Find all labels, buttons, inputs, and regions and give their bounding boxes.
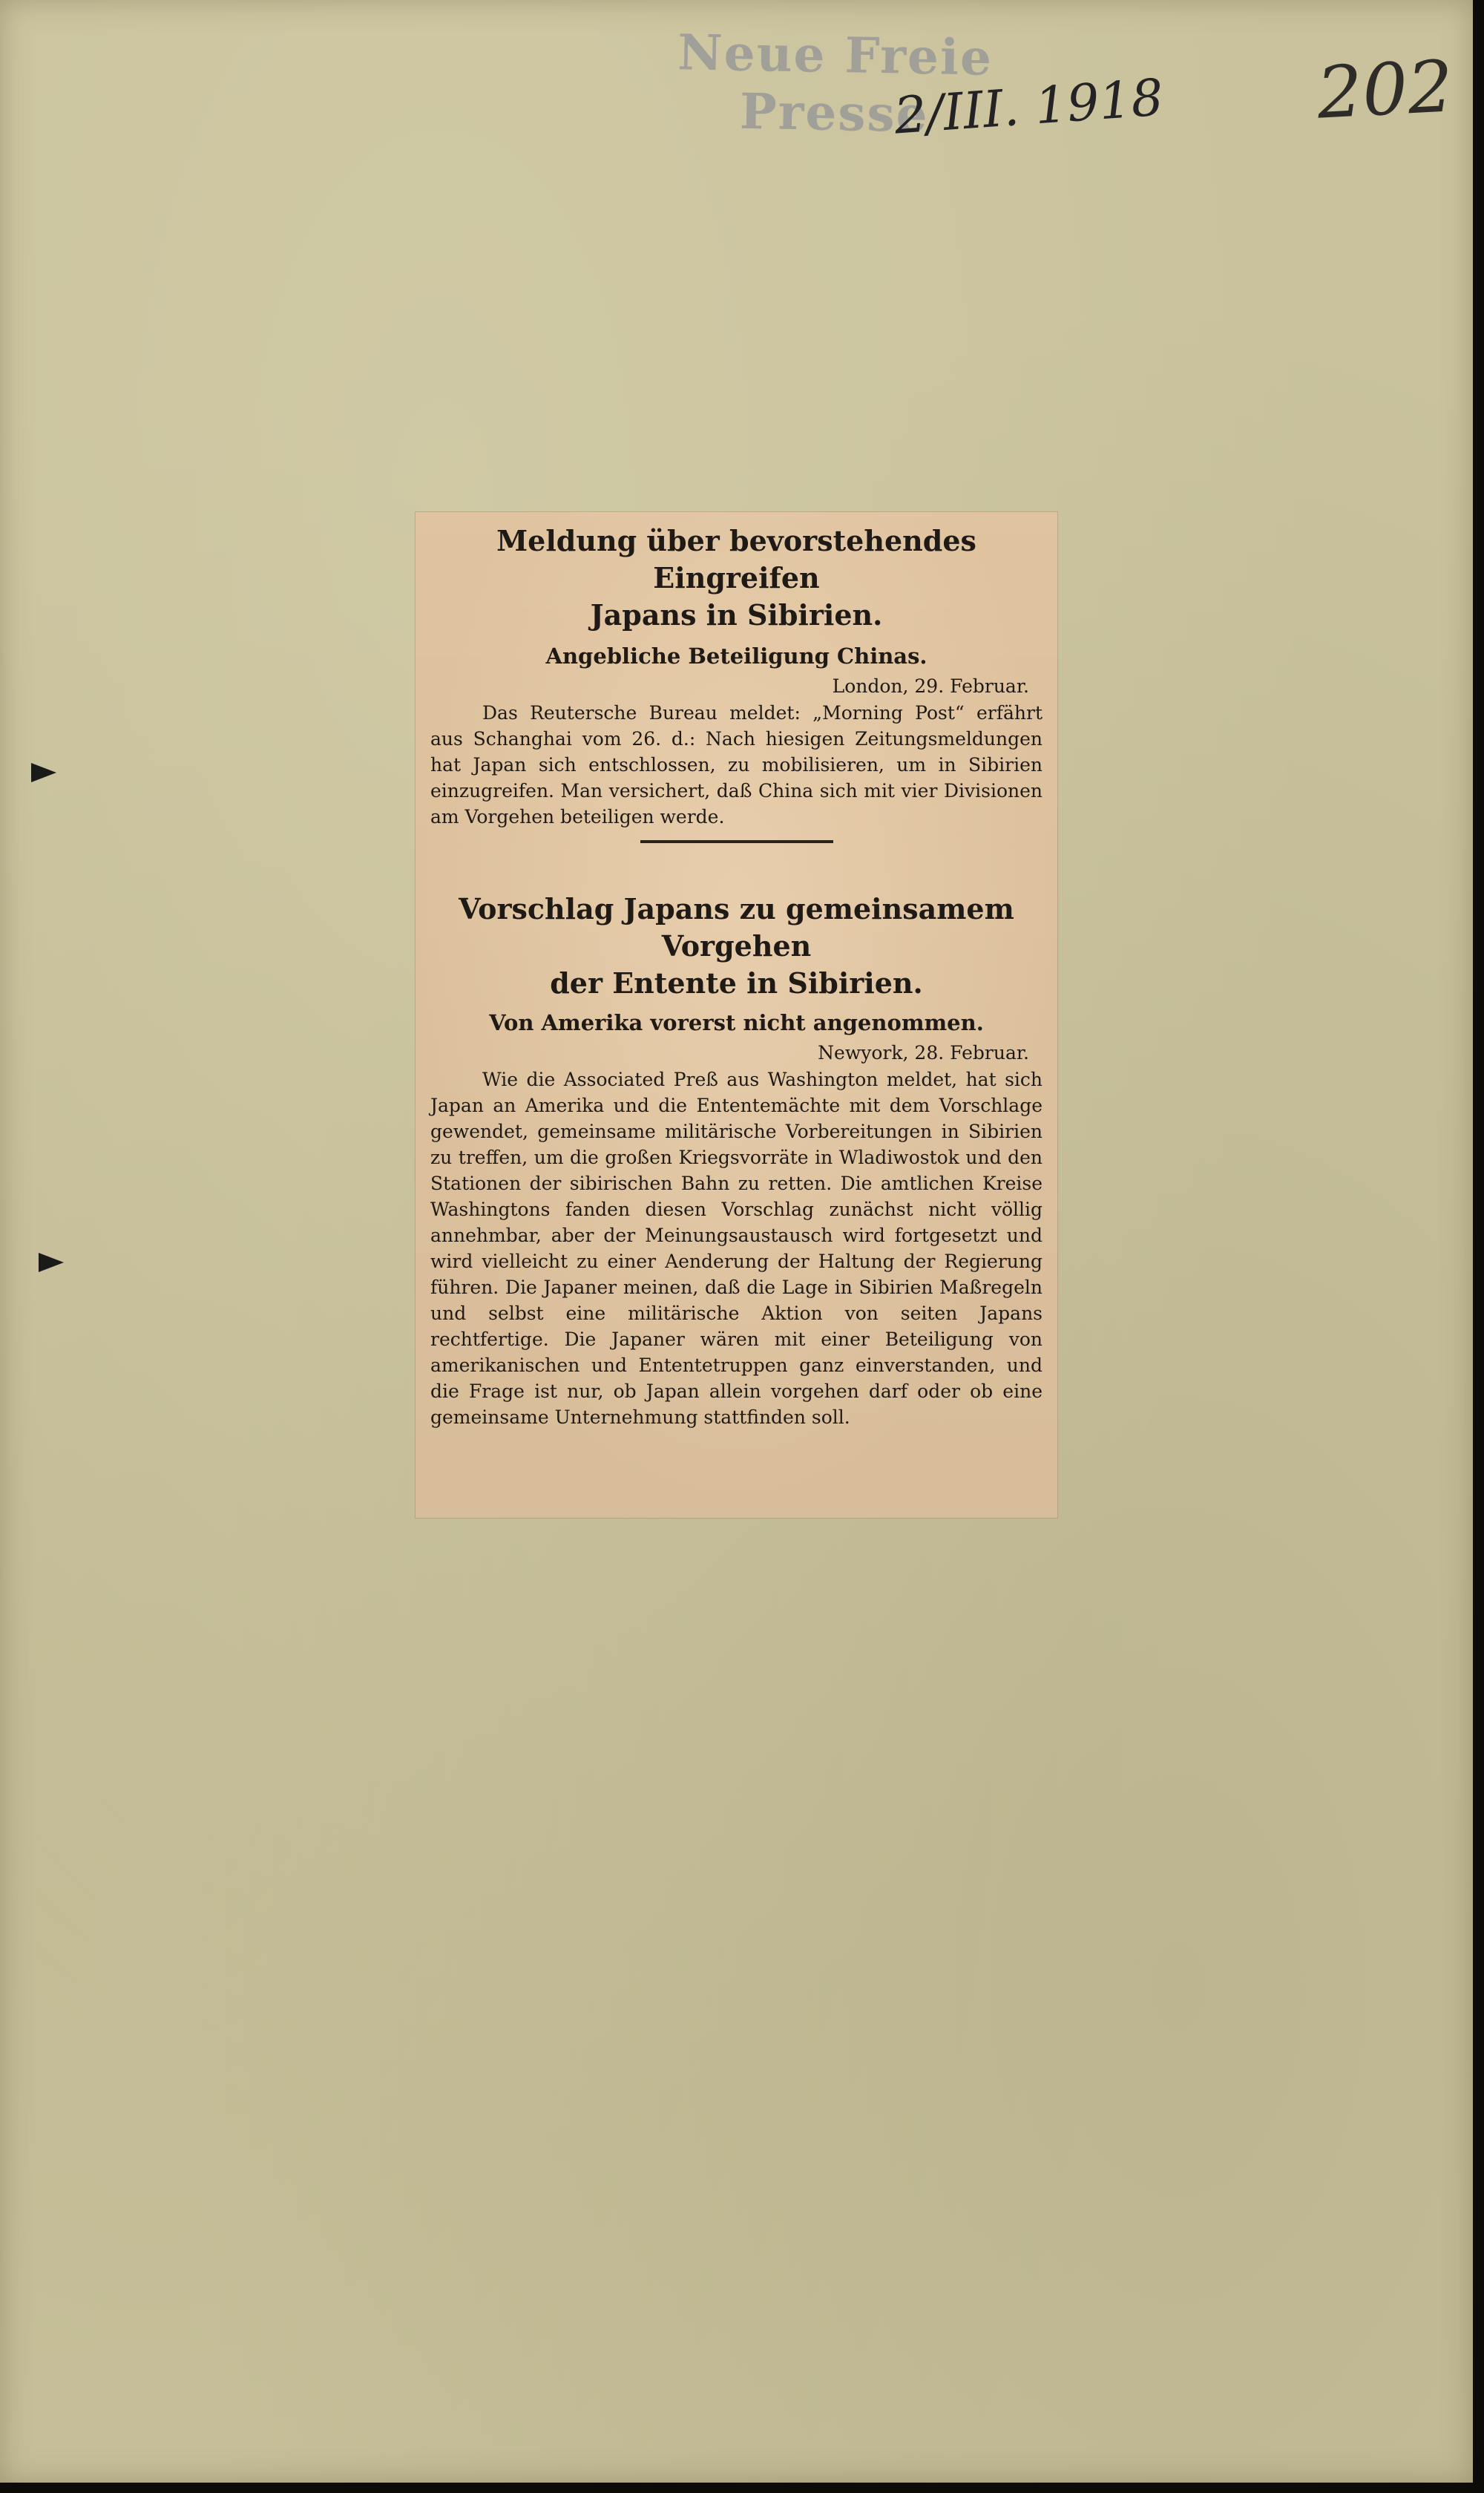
article1-subheadline: Angebliche Beteiligung Chinas.	[545, 643, 928, 669]
pin-hole-mark	[31, 763, 56, 782]
article-divider	[640, 840, 833, 843]
newspaper-clipping	[416, 512, 1057, 1518]
handwritten-date: 2/III. 1918	[892, 68, 1166, 146]
article1-headline-line2: Japans in Sibirien.	[590, 598, 883, 632]
source-stamp: Neue Freie Presse	[677, 23, 994, 144]
article2-subheadline: Von Amerika vorerst nicht angenommen.	[489, 1010, 984, 1035]
article2-body: Wie die Associated Preß aus Washington meldet, hat sich Japan an Amerika und die Ententemächte mit dem Vorschlage gewendet, gemeinsame militärische Vorbereitungen in Sibirien zu treffen, um die großen Kriegsvorräte in Wladiwostok und den Stationen der sibirischen Bahn zu retten. Die amtlichen Kreise Washingtons fanden diesen Vorschlag zunächst nicht völlig annehmbar, aber der Meinungsaustausch wird fortgesetzt und wird vielleicht zu einer Aenderung der Haltung der Regierung führen. Die Japaner meinen, daß die Lage in Sibirien Maßregeln und selbst eine militärische Aktion von seiten Japans rechtfertige. Die Japaner wären mit einer Beteiligung von amerikanischen und Ententetruppen ganz einverstanden, und die Frage ist nur, ob Japan allein vorgehen darf oder ob eine gemeinsame Unternehmung stattfinden soll.	[430, 1069, 1043, 1428]
article-meldung	[430, 522, 1043, 843]
article1-headline-line1: Meldung über bevorstehendes Eingreifen	[496, 524, 976, 594]
article2-dateline: Newyork, 28. Februar.	[818, 1042, 1029, 1064]
article2-headline-line1: Vorschlag Japans zu gemeinsamem Vorgehen	[459, 892, 1014, 963]
article1-body: Das Reutersche Bureau meldet: „Morning Post“ erfährt aus Schanghai vom 26. d.: Nach hiesigen Zeitungsmeldungen hat Japan sich entschlossen, zu mobilisieren, um in Sibirien einzugreifen. Man versichert, daß China sich mit vier Divisionen am Vorgehen beteiligen werde.	[430, 702, 1043, 828]
folio-number: 202	[1315, 45, 1456, 135]
article1-dateline: London, 29. Februar.	[832, 675, 1029, 697]
pin-hole-mark	[39, 1253, 64, 1272]
article-vorschlag	[430, 891, 1043, 1430]
article2-headline-line2: der Entente in Sibirien.	[550, 966, 923, 1000]
